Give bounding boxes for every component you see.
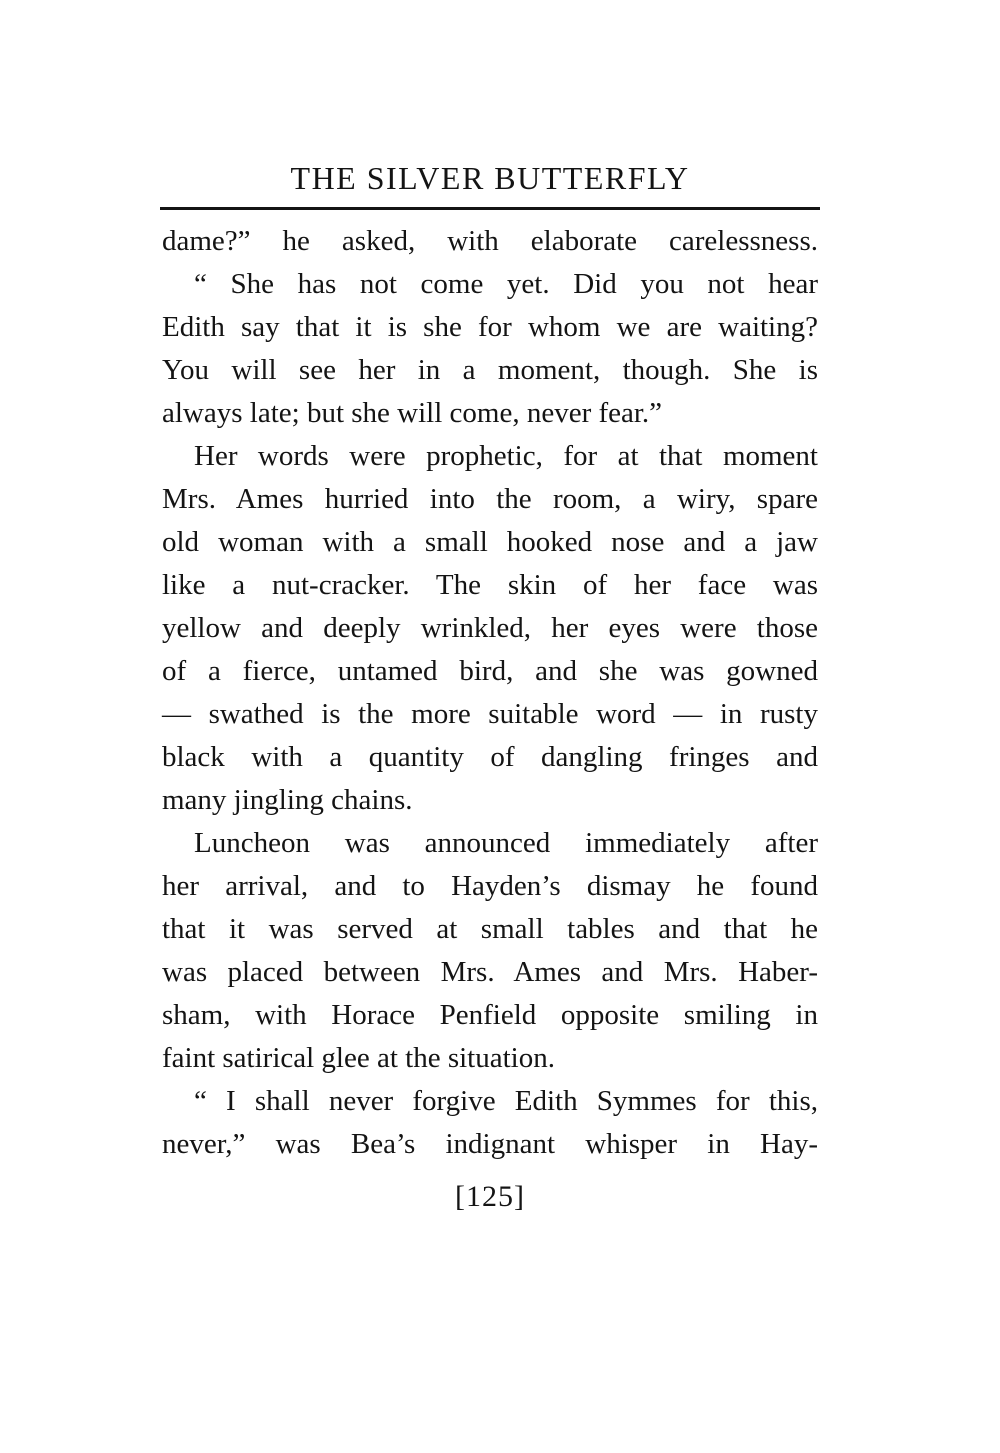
text-line-4: You will see her in a moment, though. She is [162, 354, 818, 386]
text-line-22: never,” was Bea’s indignant whisper in Hay- [162, 1128, 818, 1160]
page-number: [125] [455, 1180, 525, 1213]
text-line-6: Her words were prophetic, for at that moment [194, 440, 818, 472]
text-line-18: was placed between Mrs. Ames and Mrs. Haber- [162, 956, 818, 988]
body-text [162, 220, 818, 1166]
text-line-13: black with a quantity of dangling fringes and [162, 741, 818, 773]
text-line-14: many jingling chains. [162, 784, 413, 816]
text-line-20: faint satirical glee at the situation. [162, 1042, 555, 1074]
text-line-11: of a fierce, untamed bird, and she was gowned [162, 655, 818, 687]
text-line-19: sham, with Horace Penfield opposite smiling in [162, 999, 818, 1031]
text-line-3: Edith say that it is she for whom we are waiting? [162, 311, 818, 343]
text-line-10: yellow and deeply wrinkled, her eyes were those [162, 612, 818, 644]
text-line-17: that it was served at small tables and that he [162, 913, 818, 945]
text-line-5: always late; but she will come, never fear.” [162, 397, 663, 429]
text-line-2: “ She has not come yet. Did you not hear [194, 268, 818, 300]
text-line-9: like a nut-cracker. The skin of her face was [162, 569, 818, 601]
text-line-12: — swathed is the more suitable word — in rusty [162, 698, 818, 730]
text-line-21: “ I shall never forgive Edith Symmes for this, [194, 1085, 818, 1117]
text-line-1: dame?” he asked, with elaborate carelessness. [162, 225, 818, 257]
text-line-16: her arrival, and to Hayden’s dismay he found [162, 870, 818, 902]
header-rule [160, 207, 820, 210]
text-line-7: Mrs. Ames hurried into the room, a wiry, spare [162, 483, 818, 515]
text-line-8: old woman with a small hooked nose and a jaw [162, 526, 818, 558]
text-line-15: Luncheon was announced immediately after [194, 827, 818, 859]
running-head: THE SILVER BUTTERFLY [290, 160, 690, 196]
